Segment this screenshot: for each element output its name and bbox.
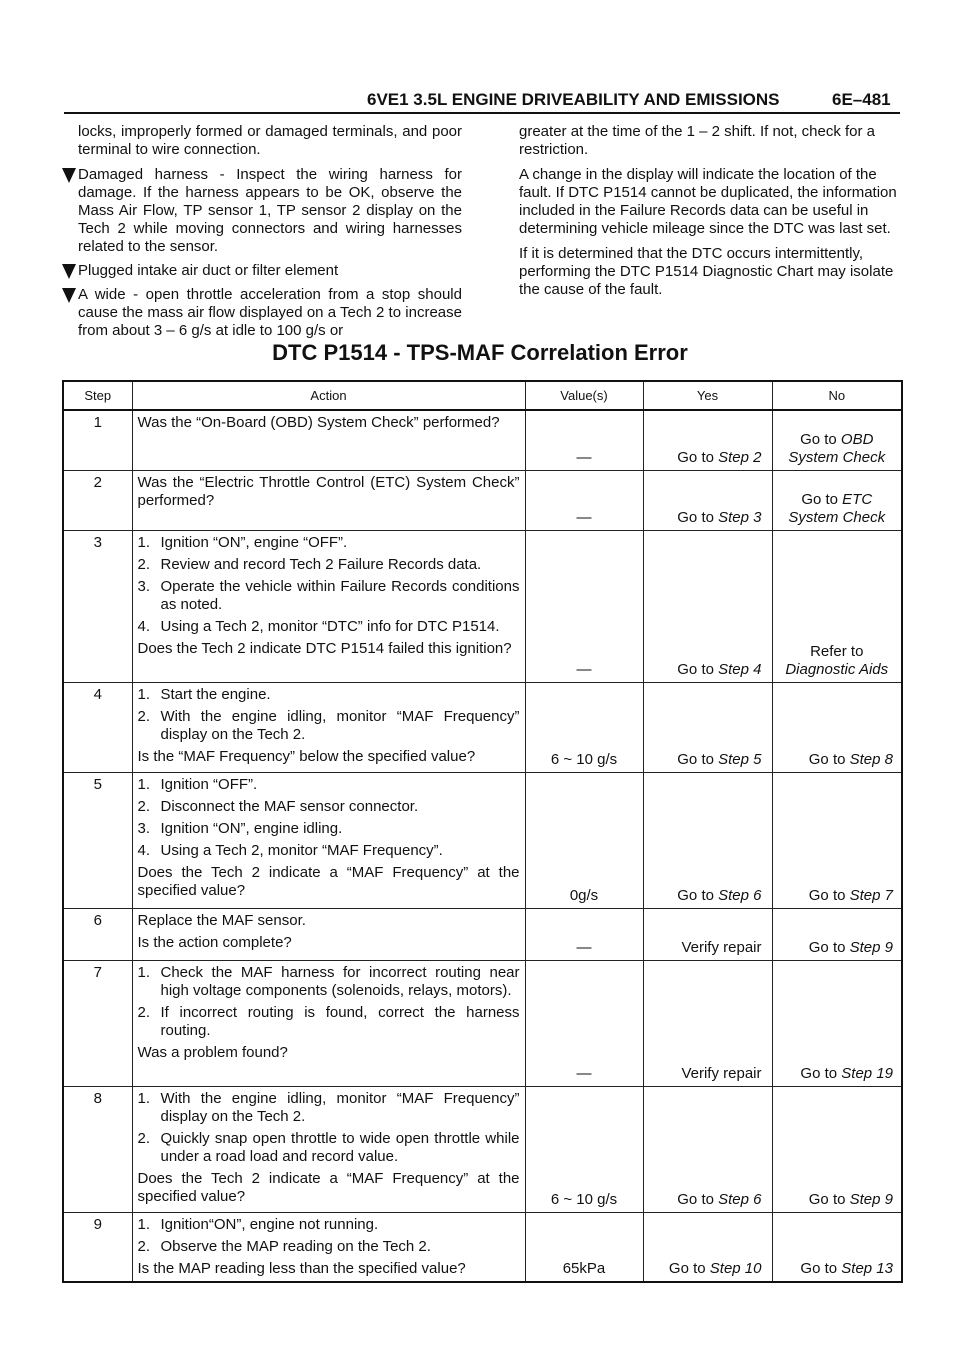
- value-cell: 6 ~ 10 g/s: [525, 682, 643, 772]
- action-item-text: Ignition “ON”, engine “OFF”.: [160, 533, 348, 551]
- action-cell: [132, 470, 525, 530]
- bullet-text: A wide - open throttle acceleration from a stop should cause the mass air flow displayed on a Tech 2 to increase from about 3 – 6 g/s at idle to 100 g/s or: [78, 286, 462, 339]
- action-item-number: 3.: [137, 819, 151, 837]
- action-item-text: Observe the MAP reading on the Tech 2.: [160, 1237, 431, 1255]
- yes-prefix: Go to: [677, 508, 719, 526]
- step-number: 1: [63, 410, 132, 470]
- no-prefix: Go to: [808, 886, 850, 904]
- yes-cell: [643, 908, 772, 960]
- action-item-number: 1.: [137, 963, 151, 981]
- action-item: [138, 798, 520, 816]
- no-reference: Step 9: [849, 1190, 893, 1208]
- action-item: [138, 776, 520, 794]
- action-item-text: If incorrect routing is found, correct the harness routing.: [160, 1003, 520, 1039]
- right-column: [519, 123, 901, 306]
- value-cell: —: [525, 410, 643, 470]
- value-cell: 0g/s: [525, 772, 643, 908]
- step-number: 7: [63, 960, 132, 1086]
- no-reference: Step 9: [849, 938, 893, 956]
- yes-prefix: Go to: [677, 1190, 719, 1208]
- no-prefix: Go to: [800, 1259, 842, 1277]
- no-reference: Step 13: [841, 1259, 893, 1277]
- yes-cell: [643, 470, 772, 530]
- no-cell: [772, 682, 902, 772]
- action-item-text: Using a Tech 2, monitor “DTC” info for DTC P1514.: [160, 617, 500, 635]
- table-row: [63, 530, 902, 682]
- action-item-text: Ignition “OFF”.: [160, 775, 258, 793]
- table-row: [63, 772, 902, 908]
- action-cell: [132, 908, 525, 960]
- action-cell: [132, 682, 525, 772]
- action-item-text: Review and record Tech 2 Failure Records data.: [160, 555, 482, 573]
- action-question: Does the Tech 2 indicate a “MAF Frequency” at the specified value?: [137, 1169, 520, 1205]
- action-item-text: Operate the vehicle within Failure Records conditions as noted.: [160, 577, 520, 613]
- action-question: Does the Tech 2 indicate DTC P1514 failed this ignition?: [137, 639, 512, 657]
- action-cell: [132, 772, 525, 908]
- yes-prefix: Verify repair: [681, 938, 762, 956]
- bullet-item: [78, 262, 462, 280]
- yes-prefix: Go to: [677, 448, 719, 466]
- action-item-number: 1.: [137, 775, 151, 793]
- yes-cell: [643, 682, 772, 772]
- diagnostic-table: [62, 380, 903, 1283]
- action-item-number: 1.: [137, 1089, 151, 1107]
- action-item: [138, 686, 520, 704]
- header-no: No: [772, 381, 902, 410]
- action-item: [138, 708, 520, 744]
- action-item: [138, 1090, 520, 1126]
- action-item-number: 4.: [137, 841, 151, 859]
- table-row: [63, 410, 902, 470]
- value-cell: 6 ~ 10 g/s: [525, 1086, 643, 1212]
- action-cell: [132, 1212, 525, 1282]
- no-reference: Step 8: [849, 750, 893, 768]
- no-prefix: Refer to: [810, 642, 864, 660]
- action-item-text: Quickly snap open throttle to wide open throttle while under a road load and record value.: [160, 1129, 520, 1165]
- yes-reference: Step 6: [718, 1190, 762, 1208]
- action-item-text: Ignition “ON”, engine idling.: [160, 819, 343, 837]
- step-number: 3: [63, 530, 132, 682]
- header-yes: Yes: [643, 381, 772, 410]
- action-question: Was the “On-Board (OBD) System Check” performed?: [137, 414, 500, 431]
- action-lead: Replace the MAF sensor.: [137, 911, 306, 929]
- no-reference: Step 7: [849, 886, 893, 904]
- no-cell: [772, 530, 902, 682]
- left-column: [78, 123, 462, 346]
- triangle-bullet-icon: [62, 168, 76, 183]
- no-reference: ETC System Check: [788, 490, 886, 526]
- bullet-text: Plugged intake air duct or filter element: [78, 262, 339, 279]
- table-row: [63, 1212, 902, 1282]
- action-item: [138, 820, 520, 838]
- no-cell: [772, 470, 902, 530]
- value-cell: 65kPa: [525, 1212, 643, 1282]
- step-number: 2: [63, 470, 132, 530]
- no-prefix: Go to: [808, 938, 850, 956]
- action-item-number: 1.: [137, 1215, 151, 1233]
- action-item: [138, 842, 520, 860]
- action-question: Is the “MAF Frequency” below the specified value?: [137, 747, 476, 765]
- action-item-text: Disconnect the MAF sensor connector.: [160, 797, 419, 815]
- action-item-text: Check the MAF harness for incorrect routing near high voltage components (solenoids, relays, motors).: [160, 963, 520, 999]
- action-item-number: 2.: [137, 1003, 151, 1021]
- yes-reference: Step 4: [718, 660, 762, 678]
- yes-prefix: Go to: [677, 750, 719, 768]
- action-item: [138, 1004, 520, 1040]
- diagnostic-chart-title: DTC P1514 - TPS-MAF Correlation Error: [272, 340, 688, 365]
- yes-cell: [643, 530, 772, 682]
- no-cell: [772, 410, 902, 470]
- table-body: [63, 410, 902, 1282]
- table-row: [63, 908, 902, 960]
- yes-reference: Step 5: [718, 750, 762, 768]
- action-item-number: 4.: [137, 617, 151, 635]
- value-cell: —: [525, 908, 643, 960]
- value-cell: —: [525, 470, 643, 530]
- yes-cell: [643, 1212, 772, 1282]
- action-cell: [132, 960, 525, 1086]
- action-item-text: Ignition“ON”, engine not running.: [160, 1215, 379, 1233]
- yes-prefix: Go to: [677, 886, 719, 904]
- action-cell: [132, 530, 525, 682]
- action-cell: [132, 410, 525, 470]
- bullet-text: Damaged harness - Inspect the wiring harness for damage. If the harness appears to be OK, observe the Mass Air Flow, TP sensor 1, TP sensor 2 display on the Tech 2 while moving connectors and wiring harnesses related to the sensor.: [78, 166, 462, 255]
- no-prefix: Go to: [800, 1064, 842, 1082]
- action-question: Does the Tech 2 indicate a “MAF Frequency” at the specified value?: [137, 863, 520, 899]
- no-prefix: Go to: [808, 1190, 850, 1208]
- action-item: [138, 618, 520, 636]
- right-paragraph-3: If it is determined that the DTC occurs intermittently, performing the DTC P1514 Diagnostic Chart may isolate the cause of the fault.: [519, 245, 894, 298]
- header-action: Action: [132, 381, 525, 410]
- action-cell: [132, 1086, 525, 1212]
- step-number: 5: [63, 772, 132, 908]
- right-paragraph-1: greater at the time of the 1 – 2 shift. If not, check for a restriction.: [519, 123, 876, 158]
- bullet-item: [78, 286, 462, 340]
- header-values: Value(s): [525, 381, 643, 410]
- action-item-number: 1.: [137, 685, 151, 703]
- yes-cell: [643, 410, 772, 470]
- table-row: [63, 470, 902, 530]
- no-reference: Step 19: [841, 1064, 893, 1082]
- no-prefix: Go to: [800, 430, 841, 448]
- action-item: [138, 1238, 520, 1256]
- action-item: [138, 1216, 520, 1234]
- action-item: [138, 1130, 520, 1166]
- value-cell: —: [525, 960, 643, 1086]
- action-item-number: 2.: [137, 555, 151, 573]
- triangle-bullet-icon: [62, 264, 76, 279]
- yes-cell: [643, 960, 772, 1086]
- yes-prefix: Verify repair: [681, 1064, 762, 1082]
- action-item-number: 3.: [137, 577, 151, 595]
- step-number: 4: [63, 682, 132, 772]
- right-paragraph-2: A change in the display will indicate the location of the fault. If DTC P1514 cannot be duplicated, the information included in the Failure Records data can be useful in determining vehicle mileage since the DTC was last set.: [519, 166, 897, 237]
- step-number: 6: [63, 908, 132, 960]
- header-title: 6VE1 3.5L ENGINE DRIVEABILITY AND EMISSIONS: [367, 90, 780, 109]
- no-cell: [772, 1086, 902, 1212]
- yes-reference: Step 6: [718, 886, 762, 904]
- table-row: [63, 960, 902, 1086]
- yes-reference: Step 2: [718, 448, 762, 466]
- bullet-item: [78, 166, 462, 256]
- action-question: Is the MAP reading less than the specified value?: [137, 1259, 466, 1277]
- no-cell: [772, 960, 902, 1086]
- action-question: Was the “Electric Throttle Control (ETC) System Check” performed?: [137, 473, 520, 509]
- step-number: 9: [63, 1212, 132, 1282]
- action-item-number: 2.: [137, 797, 151, 815]
- no-reference: OBD System Check: [788, 430, 886, 466]
- action-item-text: With the engine idling, monitor “MAF Frequency” display on the Tech 2.: [160, 707, 520, 743]
- action-item: [138, 578, 520, 614]
- action-item-number: 2.: [137, 1129, 151, 1147]
- action-item-number: 1.: [137, 533, 151, 551]
- action-question: Was a problem found?: [137, 1043, 288, 1061]
- yes-reference: Step 10: [709, 1259, 762, 1277]
- value-cell: —: [525, 530, 643, 682]
- page-header: [0, 88, 900, 114]
- action-item-text: Using a Tech 2, monitor “MAF Frequency”.: [160, 841, 443, 859]
- table-row: [63, 1086, 902, 1212]
- no-prefix: Go to: [801, 490, 843, 508]
- no-cell: [772, 772, 902, 908]
- step-number: 8: [63, 1086, 132, 1212]
- header-rule: [64, 112, 900, 114]
- no-cell: [772, 908, 902, 960]
- yes-reference: Step 3: [718, 508, 762, 526]
- action-item-number: 2.: [137, 1237, 151, 1255]
- no-prefix: Go to: [808, 750, 850, 768]
- action-item: [138, 534, 520, 552]
- triangle-bullet-icon: [62, 288, 76, 303]
- action-question: Is the action complete?: [137, 933, 292, 951]
- action-item-text: Start the engine.: [160, 685, 271, 703]
- header-step: Step: [63, 381, 132, 410]
- no-cell: [772, 1212, 902, 1282]
- yes-cell: [643, 1086, 772, 1212]
- action-item: [138, 964, 520, 1000]
- table-header-row: [63, 381, 902, 410]
- yes-prefix: Go to: [668, 1259, 710, 1277]
- action-item-text: With the engine idling, monitor “MAF Frequency” display on the Tech 2.: [160, 1089, 520, 1125]
- yes-prefix: Go to: [677, 660, 719, 678]
- table-row: [63, 682, 902, 772]
- no-reference: Diagnostic Aids: [785, 660, 889, 678]
- yes-cell: [643, 772, 772, 908]
- page-number: 6E–481: [832, 90, 891, 109]
- action-item: [138, 556, 520, 574]
- action-item-number: 2.: [137, 707, 151, 725]
- left-intro: locks, improperly formed or damaged terminals, and poor terminal to wire connection.: [78, 123, 462, 158]
